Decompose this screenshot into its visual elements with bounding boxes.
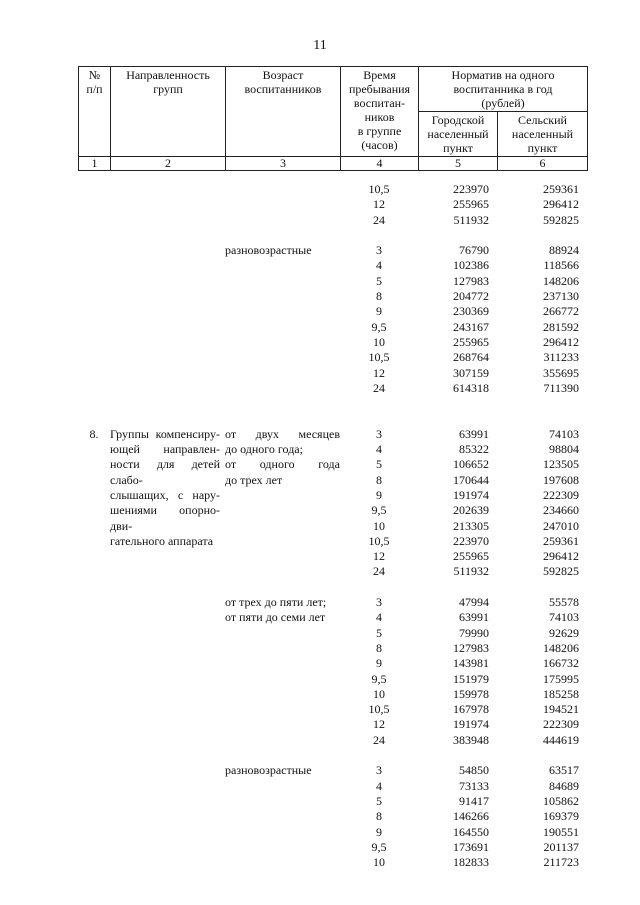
urban-cell: 202639 [453,503,489,518]
table-row [340,610,587,625]
direction-line: ющей направлен- [110,442,220,457]
urban-cell: 170644 [453,472,489,487]
table-row [340,258,587,273]
rural-cell: 190551 [543,824,579,839]
table-row [340,366,587,381]
rural-cell: 237130 [543,289,579,304]
direction-line: ности для детей слабо- [110,457,220,487]
time-cell: 9 [376,487,382,502]
urban-cell: 614318 [453,380,489,395]
rural-cell: 444619 [543,732,579,747]
time-cell: 9,5 [371,839,387,854]
time-cell: 10 [373,686,385,701]
time-cell: 8 [376,472,382,487]
rural-cell: 355695 [543,365,579,380]
table-row [340,243,587,258]
age-line: разновозрастные [225,243,312,258]
urban-cell: 511932 [453,212,489,227]
time-cell: 10 [373,855,385,870]
time-cell: 8 [376,289,382,304]
urban-cell: 182833 [453,855,489,870]
rural-cell: 98804 [549,442,579,457]
rural-cell: 185258 [543,686,579,701]
urban-cell: 76790 [459,243,489,258]
time-cell: 24 [373,380,385,395]
urban-cell: 127983 [453,273,489,288]
time-cell: 5 [376,273,382,288]
header-direction: Направленность групп [111,67,226,157]
urban-cell: 223970 [453,182,489,196]
table-row [340,840,587,855]
urban-cell: 213305 [453,518,489,533]
urban-cell: 511932 [453,564,489,579]
urban-cell: 383948 [453,732,489,747]
urban-cell: 223970 [453,533,489,548]
direction-line: шениями опорно-дви- [110,503,220,533]
header-norm: Норматив на одного воспитанника в год (рублей) [419,67,588,112]
time-cell: 9,5 [371,671,387,686]
rural-cell: 169379 [543,809,579,824]
rural-cell: 92629 [549,625,579,640]
time-cell: 12 [373,197,385,212]
rural-cell: 88924 [549,243,579,258]
table-header [78,66,588,171]
rural-cell: 201137 [543,839,579,854]
age-line: от одного года [225,457,340,472]
table-row [340,656,587,671]
urban-cell: 146266 [453,809,489,824]
age-line: до трех лет [225,472,283,487]
urban-cell: 159978 [453,686,489,701]
rural-cell: 259361 [543,533,579,548]
header-time: Время пребывания воспитан- ников в группе (часов) [341,67,419,157]
table-row [340,641,587,656]
time-cell: 4 [376,258,382,273]
table-row [340,733,587,748]
rural-cell: 123505 [543,457,579,472]
urban-cell: 143981 [453,656,489,671]
rural-cell: 63517 [549,763,579,778]
table-row [340,564,587,579]
table-row [340,350,587,365]
table-row [340,825,587,840]
age-line: от двух месяцев [225,426,340,441]
rural-cell: 296412 [543,549,579,564]
urban-cell: 54850 [459,763,489,778]
time-cell: 10,5 [368,350,390,365]
table-row [340,717,587,732]
table-row [340,304,587,319]
urban-cell: 102386 [453,258,489,273]
rural-cell: 166732 [543,656,579,671]
table-row [340,519,587,534]
time-cell: 8 [376,809,382,824]
time-cell: 4 [376,610,382,625]
table-row [340,457,587,472]
urban-cell: 255965 [453,197,489,212]
col-number: 4 [341,157,419,171]
time-cell: 5 [376,793,382,808]
time-cell: 10 [373,518,385,533]
rural-cell: 247010 [543,518,579,533]
table-row [340,809,587,824]
table-row [340,289,587,304]
urban-cell: 173691 [453,839,489,854]
time-cell: 4 [376,778,382,793]
col-number: 1 [79,157,111,171]
rural-cell: 266772 [543,304,579,319]
urban-cell: 167978 [453,702,489,717]
table-row [340,503,587,518]
rural-cell: 175995 [543,671,579,686]
urban-cell: 191974 [453,487,489,502]
header-age: Возраст воспитанников [226,67,341,157]
col-number: 6 [498,157,588,171]
group-age [225,595,340,626]
rural-cell: 194521 [543,702,579,717]
time-cell: 5 [376,625,382,640]
table-row [340,672,587,687]
urban-cell: 151979 [453,671,489,686]
group-block [78,763,587,870]
table-row [340,687,587,702]
rural-cell: 74103 [549,610,579,625]
table-row [340,335,587,350]
table-row [340,213,587,228]
urban-cell: 268764 [453,350,489,365]
table-row [340,855,587,870]
table-row [340,473,587,488]
direction-line: слышащих, с нару- [110,487,220,502]
rural-cell: 211723 [543,855,579,870]
rural-cell: 296412 [543,197,579,212]
table-row [340,534,587,549]
urban-cell: 85322 [459,442,489,457]
table-row [340,779,587,794]
time-cell: 12 [373,717,385,732]
urban-cell: 204772 [453,289,489,304]
urban-cell: 79990 [459,625,489,640]
group-age [225,243,340,258]
header-num: № п/п [79,67,111,157]
table-row [340,381,587,396]
rural-cell: 197608 [543,472,579,487]
table-row [340,702,587,717]
urban-cell: 255965 [453,549,489,564]
urban-cell: 47994 [459,595,489,610]
page-number: 11 [313,38,327,53]
urban-cell: 243167 [453,319,489,334]
table-row [340,197,587,212]
urban-cell: 127983 [453,640,489,655]
time-cell: 12 [373,365,385,380]
group-block [78,243,587,396]
rural-cell: 296412 [543,334,579,349]
direction-line: Группы компенсиру- [110,426,220,441]
urban-cell: 63991 [459,426,489,441]
group-age [225,427,340,488]
group-block [78,182,587,228]
col-number: 3 [226,157,341,171]
urban-cell: 73133 [459,778,489,793]
rural-cell: 148206 [543,640,579,655]
time-cell: 9,5 [371,319,387,334]
urban-cell: 307159 [453,365,489,380]
time-cell: 9 [376,304,382,319]
table-row [340,488,587,503]
age-line: от трех до пяти лет; [225,595,327,610]
time-cell: 10,5 [368,533,390,548]
direction-line: гательного аппарата [110,533,214,548]
time-cell: 3 [376,595,382,610]
table-row [340,320,587,335]
time-cell: 10,5 [368,702,390,717]
urban-cell: 91417 [459,793,489,808]
group-block [78,595,587,748]
group-direction [110,427,220,549]
time-cell: 5 [376,457,382,472]
time-cell: 3 [376,426,382,441]
time-cell: 24 [373,732,385,747]
rural-cell: 592825 [543,212,579,227]
rural-cell: 55578 [549,595,579,610]
rural-cell: 118566 [543,258,579,273]
header-rural: Сельский населенный пункт [498,112,588,157]
rural-cell: 74103 [549,426,579,441]
urban-cell: 164550 [453,824,489,839]
time-cell: 8 [376,640,382,655]
table-row [340,595,587,610]
age-line: до одного года; [225,442,303,457]
urban-cell: 255965 [453,334,489,349]
time-cell: 9 [376,824,382,839]
rural-cell: 259361 [543,182,579,196]
table-row [340,442,587,457]
time-cell: 9,5 [371,503,387,518]
time-cell: 24 [373,212,385,227]
urban-cell: 106652 [453,457,489,472]
header-urban: Городской населенный пункт [419,112,498,157]
time-cell: 3 [376,763,382,778]
col-number: 5 [419,157,498,171]
rural-cell: 281592 [543,319,579,334]
rural-cell: 148206 [543,273,579,288]
time-cell: 4 [376,442,382,457]
age-line: разновозрастные [225,763,312,778]
urban-cell: 191974 [453,717,489,732]
time-cell: 3 [376,243,382,258]
rural-cell: 222309 [543,487,579,502]
time-cell: 9 [376,656,382,671]
col-number: 2 [111,157,226,171]
rural-cell: 234660 [543,503,579,518]
table-row [340,794,587,809]
table-row [340,427,587,442]
rural-cell: 105862 [543,793,579,808]
group-block [78,427,587,580]
group-age [225,763,340,778]
group-number: 8. [89,426,99,441]
urban-cell: 63991 [459,610,489,625]
time-cell: 10,5 [368,182,390,196]
table-row [340,274,587,289]
rural-cell: 84689 [549,778,579,793]
age-line: от пяти до семи лет [225,610,326,625]
rural-cell: 592825 [543,564,579,579]
time-cell: 12 [373,549,385,564]
rural-cell: 222309 [543,717,579,732]
table-row [340,626,587,641]
rural-cell: 311233 [543,350,579,365]
time-cell: 24 [373,564,385,579]
table-row [340,549,587,564]
rural-cell: 711390 [543,380,579,395]
urban-cell: 230369 [453,304,489,319]
time-cell: 10 [373,334,385,349]
table-row [340,182,587,197]
table-row [340,763,587,778]
